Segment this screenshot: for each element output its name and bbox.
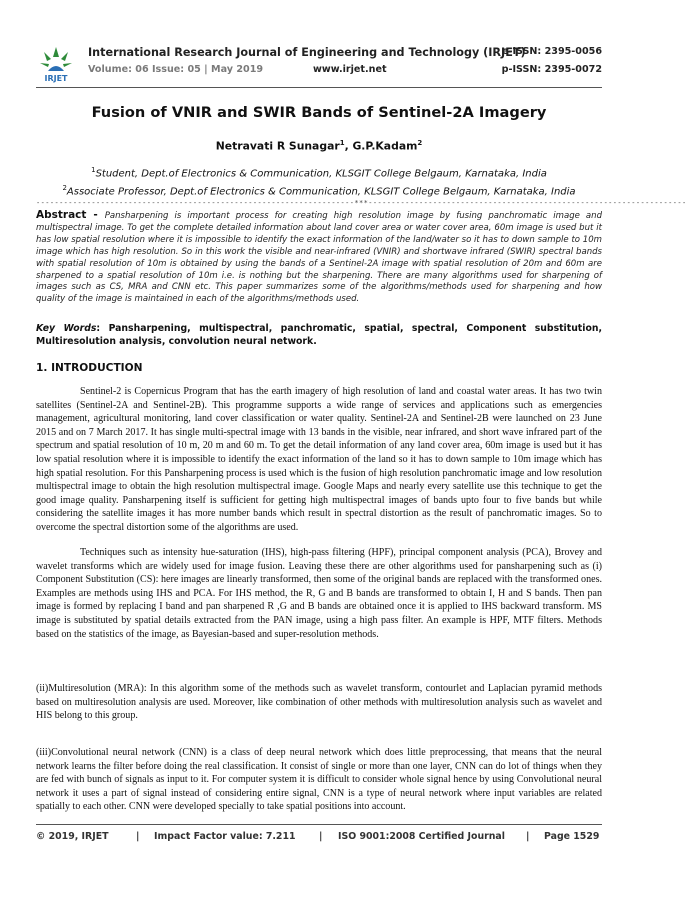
footer-separator: | [319,831,323,842]
author-2-sup: 2 [417,139,423,147]
affiliation-2-text: Associate Professor, Dept.of Electronics & Communication, KLSGIT College Belgaum, Karnataka, India [66,186,576,198]
footer-separator: | [136,831,140,842]
abstract [36,210,602,306]
journal-header [36,40,602,84]
abstract-text: Pansharpening is important process for creating high resolution image by fusing panchromatic image and multispectral image. To get the complete detailed information about land cover area or water cover area, 60m image is used but it has low spatial resolution where it is impossible to identify the exact information of the land/water so it has to down sample to 10m image which has high resolution. So in this work the visible and near-infrared (VNIR) and shortwave infrared (SWIR) spectral bands with spatial resolution of 10m is obtained by using the bands of a Sentinel-2A image with spatial resolution of 20m and 60m are sharpened to a spatial resolution of 10m i.e. is nothing but the sharpening. There are many algorithms used for sharpening of images such as CS, MRA and CNN etc. This paper summarizes some of the algorithms/methods used for sharpening and how quality of the image is maintained in each of the algorithms/methods used. [36,211,602,305]
author-separator: , [344,139,353,153]
keywords-colon: : [96,323,109,334]
keywords [36,323,602,348]
affiliation-1-text: Student, Dept.of Electronics & Communication, KLSGIT College Belgaum, Karnataka, India [95,168,547,180]
footer-rule [36,824,602,825]
keywords-label: Key Words [36,323,97,334]
footer-separator: | [526,831,530,842]
journal-website-link[interactable]: www.irjet.net [313,64,387,75]
affiliation-1-sup: 1 [91,166,96,174]
keywords-text: Pansharpening, multispectral, panchromatic, spatial, spectral, Component substitution, Multiresolution analysis, convolution neural network. [36,323,602,347]
volume-issue: Volume: 06 Issue: 05 | May 2019 [88,64,264,75]
p-issn: p-ISSN: 2395-0072 [501,64,602,75]
affiliation-1 [36,166,602,179]
affiliation-2-sup: 2 [62,184,67,192]
abstract-label: Abstract - [36,209,105,221]
affiliation-2 [36,184,602,197]
author-1-sup: 1 [339,139,345,147]
author-1: Netravati R Sunagar [215,139,340,153]
footer-copyright: © 2019, IRJET [36,831,109,842]
logo-text: IRJET [44,74,68,83]
footer-page-number: Page 1529 [544,831,600,842]
section-heading: 1. INTRODUCTION [36,362,143,374]
section-divider: ---------------------------------------------------------------------***--------------------------------------------------------------------- [36,199,687,207]
paragraph-2: Techniques such as intensity hue-saturation (IHS), high-pass filtering (HPF), principal component analysis (PCA), Brovey and wavelet transforms which are widely used for image fusion. Leaving these there are other algorithms used for pansharpening such as (i) Component Substitution (CS): here images are linearly transformed, then some of the original bands are replaced with the transformed ones. Examples are methods using IHS and PCA. For IHS method, the R, G and B bands are transformed to obtain I, H and S bands. Then pan image is formed by replacing I band and pan sharpened R ,G and B bands are obtained once it is applied to IHS backward transform. MS image is substituted by spatial details extracted from the PAN image, using a high pass filter. An example is HPF, MTF filters. Methods based on the statistics of the image, as Bayesian-based and super-resolution methods. [36,547,602,640]
e-issn: e-ISSN: 2395-0056 [501,46,602,57]
irjet-logo [36,44,76,84]
paragraph-4: (iii)Convolutional neural network (CNN) is a class of deep neural network which does little preprocessing, that means that the neural network learns the filter before doing the real classification. It consist of single or more than one layer, CNN can do lot of things when they are fed with bunch of signals as input to it. For computer system it is difficult to consider whole signal hence by using Convolutional neural network it uses a part of signal instead of considering entire signal, CNN is a type of neural network where input variables are related spatially to each other. CNN were developed specially to take spatial positions into account. [36,747,602,813]
authors [36,139,602,153]
paragraph-3: (ii)Multiresolution (MRA): In this algorithm some of the methods such as wavelet transform, contourlet and Laplacian pyramid methods based on multiresolution analysis are used. Moreover, like combination of other methods with multiresolution analysis such as wavelet and HIS belong to this group. [36,683,602,722]
journal-title: International Research Journal of Engineering and Technology (IRJET) [88,46,526,59]
footer-iso: ISO 9001:2008 Certified Journal [338,831,505,842]
footer-impact-factor: Impact Factor value: 7.211 [154,831,296,842]
paragraph-1: Sentinel-2 is Copernicus Program that has the earth imagery of high resolution of land and coastal water areas. It has two twin satellites (Sentinel-2A and Sentinel-2B). This programme supports a wide range of services and applications such as emergencies management, agricultural monitoring, land cover classification or water quality. Sentinel-2A and Sentinel-2B were launched on 23 June 2015 and on 7 March 2017. It has single multi-spectral image with 13 bands in the visible, near infrared, and short wave infrared part of the spectrum and spatial resolution of 10 m, 20 m and 60 m. To get the detail information of any land cover area, 60m image is used but it has low spatial resolution where it is impossible to identify the exact information of the land so it has to down sample to 10m image which has high spatial resolution. For this Pansharpening process is used which is the fusion of high resolution panchromatic image and low resolution multispectral image to obtain the high resolution multispectral image. Google Maps and nearly every satellite use this technique to get the good image quality. Pansharpening itself is sufficient for getting high multispectral images of bands upto four to five bands but while considering the satellite images it has more number bands which result in spectral distortion as the result of panchromatic images. So to overcome the spectral distortion some of the algorithms are used. [36,386,602,533]
author-2: G.P.Kadam [352,139,418,153]
paper-title: Fusion of VNIR and SWIR Bands of Sentinel-2A Imagery [91,104,547,121]
header-rule [36,87,602,88]
